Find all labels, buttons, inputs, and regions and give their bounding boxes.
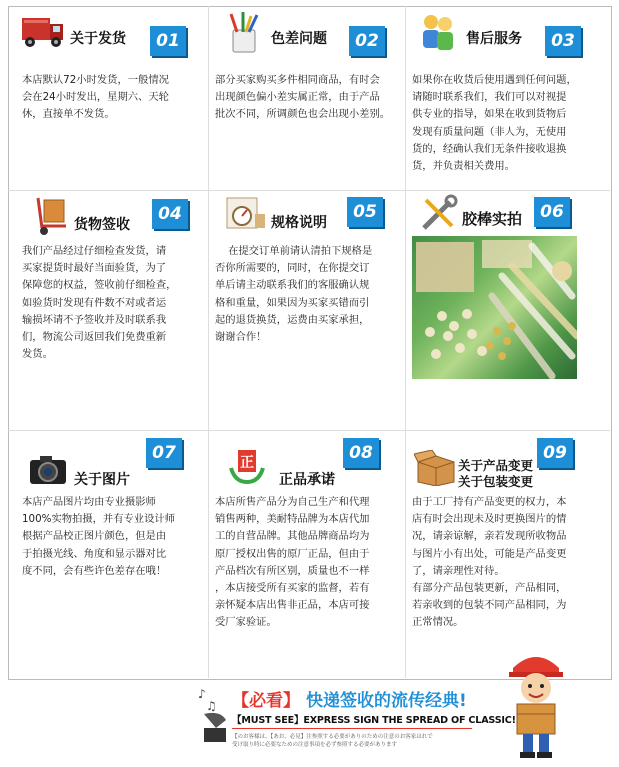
section-04 [20, 194, 205, 426]
section-body [22, 72, 169, 124]
section-07 [20, 436, 205, 676]
body-line: 本店产品图片均由专业摄影师 [22, 496, 156, 508]
section-body [215, 72, 390, 124]
body-line: 请随时联系我们，我们可以对视提 [412, 91, 567, 104]
paint-brushes-icon [227, 12, 263, 56]
footer-slogan: 快递签收的流传经典! [306, 691, 467, 711]
hand-truck-icon [30, 196, 70, 236]
cardboard-box-icon [414, 450, 458, 486]
genuine-seal-icon [227, 446, 267, 486]
section-body [412, 72, 577, 175]
section-number-badge: 07 [146, 438, 182, 468]
section-body [412, 494, 566, 632]
section-title: 正品承诺 [279, 472, 335, 488]
delivery-boy-mascot [503, 646, 569, 764]
body-line: 会在24小时发出，星期六、天轮 [22, 91, 169, 104]
footer-divider [232, 728, 472, 729]
body-line: 发货。 [22, 348, 53, 361]
tools-icon [418, 194, 458, 234]
section-number-badge: 05 [347, 197, 383, 227]
body-line: 起的退货换货，运费由买家承担， [215, 313, 370, 326]
body-line: 了，请亲理性对待。 [412, 564, 505, 577]
svg-text:正: 正 [240, 455, 254, 471]
svg-text:♫: ♫ [206, 699, 217, 713]
body-line: 与图片小有出处，可能是产品变更 [412, 547, 567, 560]
section-body [215, 494, 369, 632]
row-divider [8, 430, 610, 431]
body-line: 输损坏请不予签收并及时联系我 [22, 313, 167, 326]
section-08 [215, 436, 403, 676]
column-divider [405, 6, 406, 678]
body-line: 单后请主动联系我们的客服确认规 [215, 279, 370, 292]
section-body [215, 243, 372, 346]
body-line: 货，并负责相关费用。 [412, 160, 515, 173]
body-line: 货的，经确认我们无条件接收退换 [412, 142, 567, 155]
body-line: 店有时会出现未及时更换图片的情 [412, 513, 567, 526]
body-line: 有部分产品包装更新，产品相同， [412, 582, 567, 595]
body-line: 本店所售产品分为自己生产和代理 [215, 496, 370, 508]
camera-icon [28, 454, 68, 486]
section-body [22, 494, 175, 580]
row-divider [8, 190, 610, 191]
section-title: 货物签收 [74, 217, 130, 233]
section-number-badge: 09 [537, 438, 573, 468]
body-line: 工的自营品牌。其他品牌商品均为 [215, 530, 370, 543]
body-line: 度不同，会有些许色差存在哦！ [22, 564, 167, 577]
body-line: 正常情况。 [412, 616, 464, 629]
body-line: 格和重量，如果因为买家买错而引 [215, 296, 370, 309]
footer-headline [232, 686, 467, 711]
section-number-badge: 08 [343, 438, 379, 468]
body-line: 销售两种，美耐特品牌为本店代加 [215, 513, 370, 526]
section-title: 关于图片 [74, 472, 130, 488]
body-line: 批次不同，所调颜色也会出现小差别。 [215, 108, 391, 121]
section-02 [215, 12, 403, 187]
must-see-label: 必看 [249, 691, 283, 711]
column-divider [208, 6, 209, 678]
body-line: 如果你在收货后使用遇到任何问题， [412, 74, 577, 86]
footer-fine-print-1: 【のお客様は、【あお、必見】注参照する必要がありのための注意のお客家はれで [232, 734, 433, 740]
footer-banner [0, 680, 619, 767]
scale-icon [225, 196, 267, 234]
section-05 [215, 194, 403, 426]
body-line: 谢谢合作！ [215, 331, 267, 344]
body-line: 产品档次有所区别，质量也不一样 [215, 564, 370, 577]
body-line: 出现颜色偏小差实属正常，由于产品 [215, 91, 380, 104]
body-line: 们，物流公司返回我们免费重新 [22, 331, 167, 344]
section-title: 胶棒实拍 [462, 210, 523, 228]
body-line: 本店默认72小时发货，一般情况 [22, 74, 169, 86]
footer-fine-print-2: 受け取り時に必要なための注意事項を必ず参照する必要があります [232, 742, 398, 748]
body-line: ，本店接受所有买家的监督，若有 [215, 582, 370, 595]
body-line: 否你所需要的，同时，在你提交订 [215, 262, 370, 275]
truck-icon [20, 12, 66, 52]
section-number-badge: 01 [150, 26, 186, 56]
title-line-2: 关于包装变更 [458, 474, 534, 489]
footer-english: 【MUST SEE】EXPRESS SIGN THE SPREAD OF CLASSIC! [232, 715, 516, 726]
body-line: 我们产品经过仔细检查发货，请 [22, 245, 167, 257]
section-title: 规格说明 [271, 215, 327, 231]
body-line: 原厂授权出售的原厂正品，但由于 [215, 547, 370, 560]
section-06 [412, 194, 607, 426]
section-number-badge: 04 [152, 199, 188, 229]
customer-service-icon [420, 12, 456, 52]
body-line: 如验货时发现有件数不对或者运 [22, 296, 167, 309]
gramophone-icon [196, 684, 230, 746]
section-number-badge: 02 [349, 26, 385, 56]
body-line: 若亲收到的包装不同产品相同，为 [412, 599, 567, 612]
body-line: 根据产品校正图片颜色，但是由 [22, 530, 167, 543]
svg-text:♪: ♪ [198, 687, 206, 701]
body-line: 由于工厂持有产品变更的权力，本 [412, 496, 567, 508]
section-01 [20, 12, 205, 187]
section-09 [412, 436, 607, 676]
section-03 [412, 12, 607, 187]
section-title: 售后服务 [466, 31, 522, 47]
body-line: 买家提货时最好当面验货，为了 [22, 262, 167, 275]
body-line: 休，直接单不发货。 [22, 108, 115, 121]
body-line: 部分买家购买多件相同商品，有时会 [215, 74, 380, 86]
section-title [458, 458, 533, 490]
body-line: 亲怀疑本店出售非正品，本店可接 [215, 599, 370, 612]
body-line: 况，请亲谅解，亲若发现所收物品 [412, 530, 567, 543]
section-title: 色差问题 [271, 31, 327, 47]
section-body [22, 243, 176, 363]
body-line: 于拍摄光线、角度和显示器对比 [22, 547, 167, 560]
body-line: 保障您的权益，签收前仔细检查， [22, 279, 177, 292]
body-line: 100%实物拍摄，并有专业设计师 [22, 513, 175, 526]
glue-stick-photo [412, 236, 577, 379]
title-line-1: 关于产品变更 [458, 458, 534, 473]
body-line: 供专业的指导，如果在收到货物后 [412, 108, 567, 121]
section-number-badge: 06 [534, 197, 570, 227]
glue-stick-photo-art [412, 236, 577, 379]
body-line: 受厂家验证。 [215, 616, 277, 629]
body-line: 发现有质量问题（非人为，无使用 [412, 125, 567, 138]
body-line: 在提交订单前请认清拍下规格是 [215, 245, 373, 257]
section-title: 关于发货 [70, 31, 126, 47]
bracket-open: 【 [232, 691, 249, 711]
section-number-badge: 03 [545, 26, 581, 56]
bracket-close: 】 [283, 691, 300, 711]
